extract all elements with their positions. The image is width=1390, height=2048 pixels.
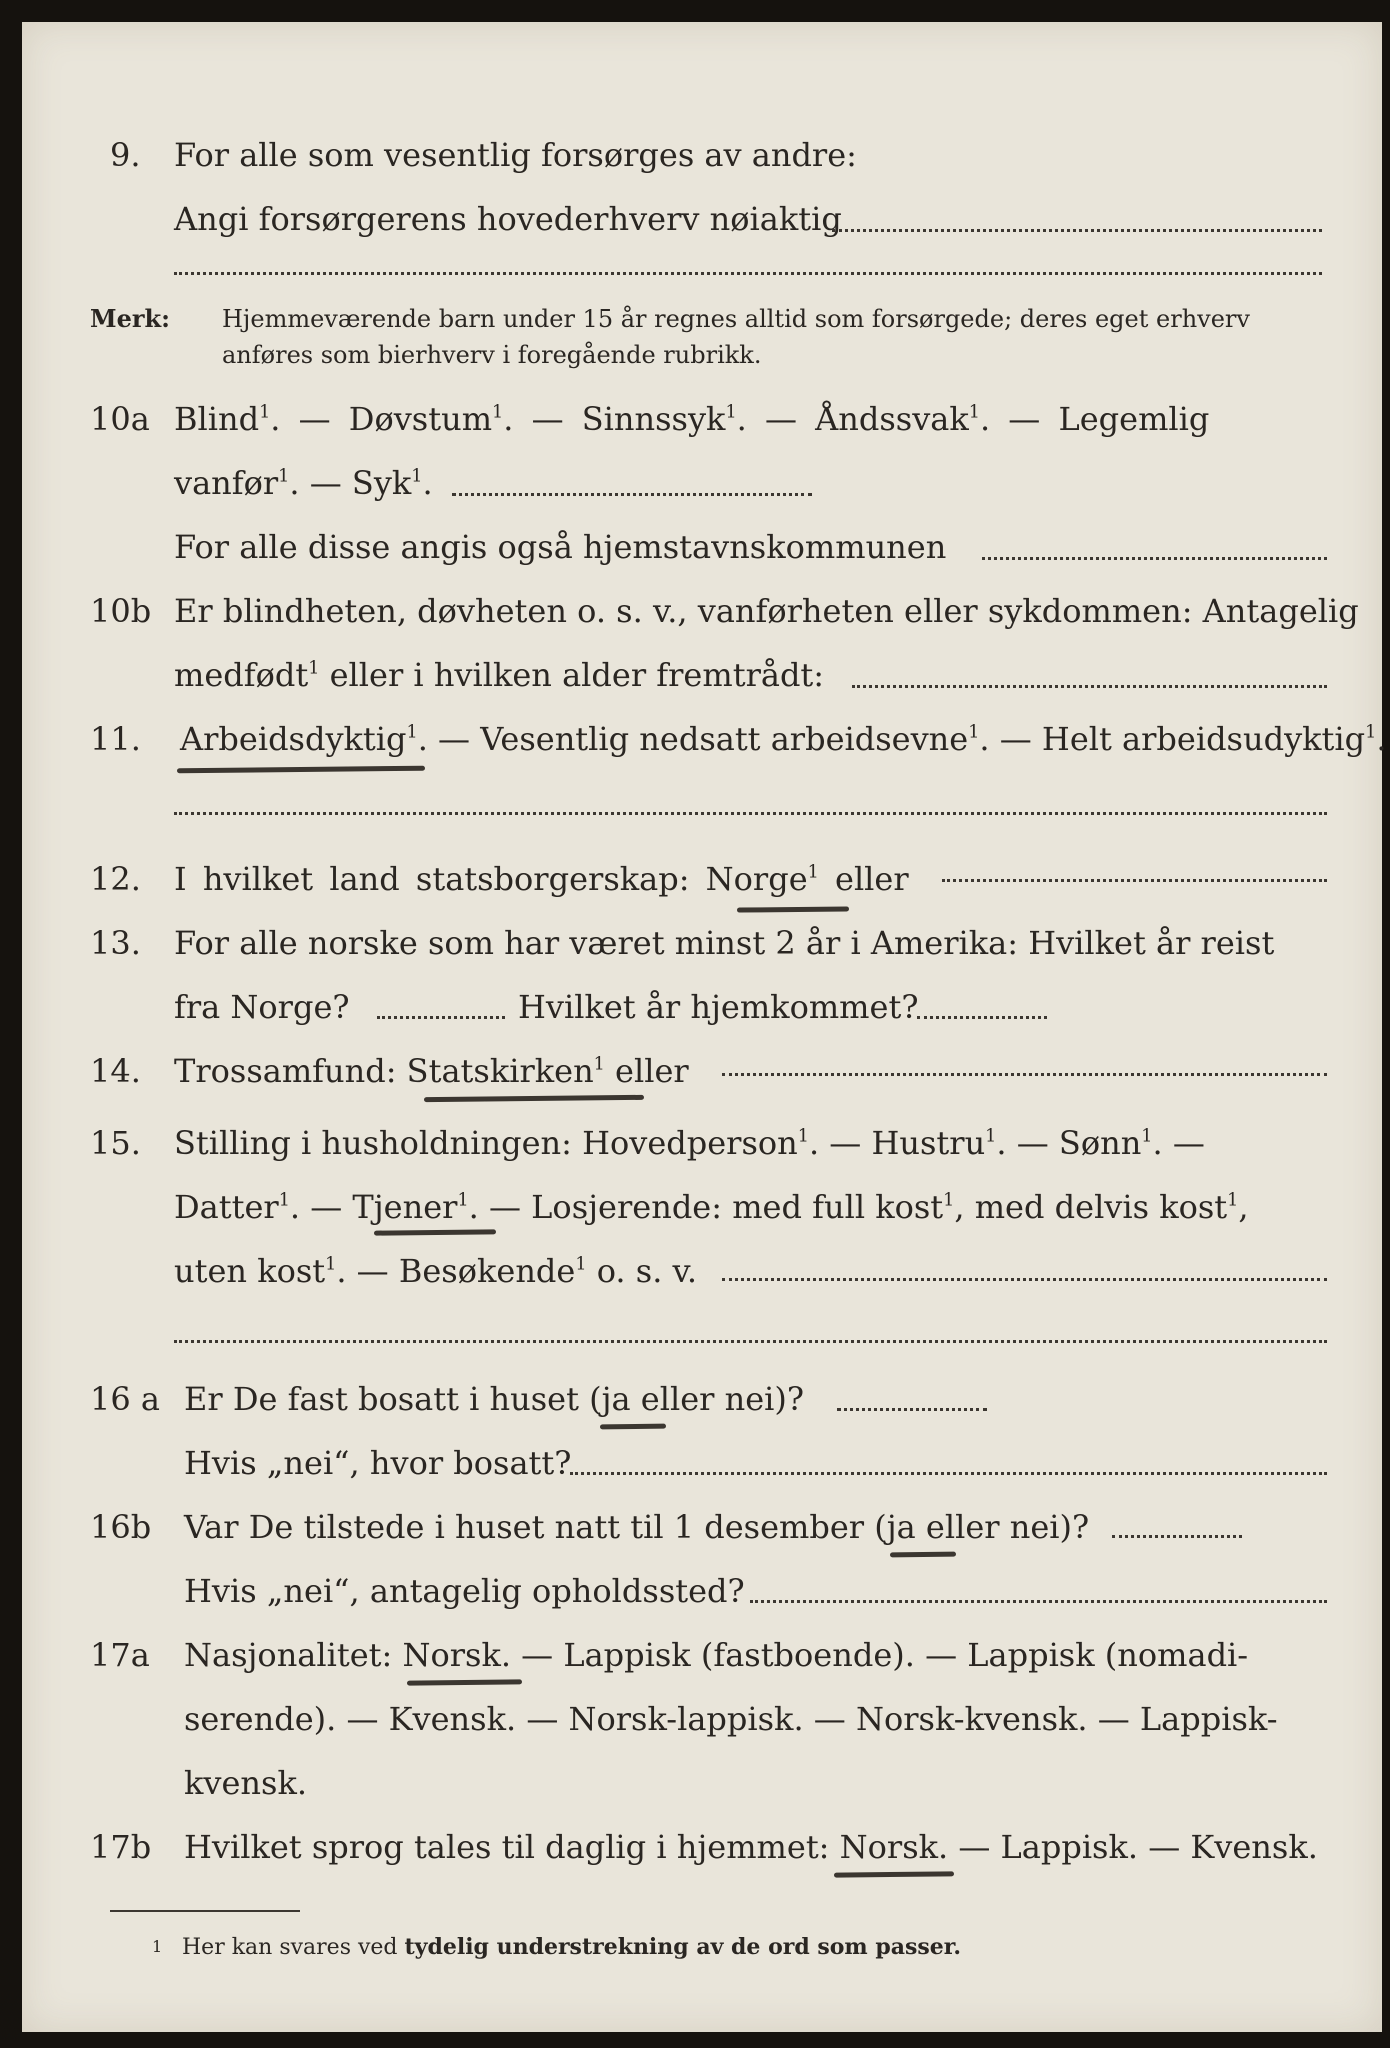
q10a-home-municipality-label: For alle disse angis også hjemstavnskommunen <box>174 528 947 566</box>
q17a-text-3: kvensk. <box>184 1764 307 1802</box>
q15-text-1: Stilling i husholdningen: Hovedperson$^1$. — Hustru$^1$. — Sønn$^1$. — <box>174 1124 1205 1162</box>
q16a-text: Er De fast bosatt i huset (ja eller nei)? <box>184 1380 805 1418</box>
merk-text-2: anføres som bierhverv i foregående rubrikk. <box>222 341 762 369</box>
q16a-line-1 <box>22 1374 1382 1424</box>
merk-label: Merk: <box>90 304 170 333</box>
footnote-mark: 1 <box>152 1937 163 1956</box>
footnote-line <box>22 1922 1382 1972</box>
q12-citizenship-field[interactable] <box>942 879 1327 882</box>
q15-line-2 <box>22 1182 1382 1232</box>
q9-number: 9. <box>110 136 141 174</box>
q13-year-returned-field[interactable] <box>917 1016 1047 1019</box>
q10a-line-2 <box>22 458 1382 508</box>
merk-text-1: Hjemmeværende barn under 15 år regnes alltid som forsørgede; deres eget erhverv <box>222 305 1250 333</box>
q10a-options: Blind$^1$. — Døvstum$^1$. — Sinnssyk$^1$. — Åndssvak$^1$. — Legemlig <box>174 400 1210 438</box>
q17b-text: Hvilket sprog tales til daglig i hjemmet: Norsk. — Lappisk. — Kvensk. <box>184 1828 1318 1866</box>
q11-line-1 <box>22 714 1387 764</box>
q11-answer-field[interactable] <box>174 812 1327 815</box>
q16a-where-field[interactable] <box>570 1472 1327 1475</box>
q16a-number: 16 a <box>90 1380 160 1418</box>
q16b-stay-field[interactable] <box>750 1600 1327 1603</box>
q15-other-field[interactable] <box>722 1278 1327 1281</box>
q10b-age-field[interactable] <box>852 685 1327 688</box>
footnote-text: Her kan svares ved tydelig understrekning av de ord som passer. <box>182 1934 962 1960</box>
q9-line-1 <box>22 130 1382 180</box>
q13-line-1 <box>22 918 1382 968</box>
q10a-line-1 <box>22 394 1382 444</box>
q14-underline-mark <box>424 1095 644 1102</box>
q13-returned-label: Hvilket år hjemkommet? <box>518 988 919 1026</box>
q13-left-label: fra Norge? <box>174 988 350 1026</box>
q16b-line-2 <box>22 1566 1382 1616</box>
footnote-divider <box>110 1910 300 1912</box>
q10a-number: 10a <box>90 400 150 438</box>
q10b-line-1 <box>22 586 1382 636</box>
q10a-sick-field[interactable] <box>452 493 812 496</box>
q17a-line-3 <box>22 1758 1382 1808</box>
q17a-line-1 <box>22 1630 1382 1680</box>
q17a-line-2 <box>22 1694 1382 1744</box>
q13-text: For alle norske som har været minst 2 år i Amerika: Hvilket år reist <box>174 924 1275 962</box>
q15-text-3: uten kost$^1$. — Besøkende$^1$ o. s. v. <box>174 1252 697 1290</box>
q10b-text: Er blindheten, døvheten o. s. v., vanførheten eller sykdommen: Antagelig <box>174 592 1359 630</box>
q15-number: 15. <box>90 1124 141 1162</box>
q16a-resident-field[interactable] <box>837 1408 987 1411</box>
q16b-line-1 <box>22 1502 1382 1552</box>
q15-line-3 <box>22 1246 1382 1296</box>
q9-text: For alle som vesentlig forsørges av andre: <box>174 136 857 174</box>
q12-underline-mark <box>737 906 849 912</box>
q10b-line-2 <box>22 650 1382 700</box>
q10b-text-2: medfødt$^1$ eller i hvilken alder fremtrådt: <box>174 656 825 694</box>
q17b-underline-mark <box>834 1871 954 1877</box>
q15-underline-mark <box>374 1229 496 1235</box>
q10a-line-3 <box>22 522 1382 572</box>
q15-text-2: Datter$^1$. — Tjener$^1$. — Losjerende: med full kost$^1$, med delvis kost$^1$, <box>174 1188 1249 1226</box>
merk-line-2 <box>22 330 1382 380</box>
q15-line-1 <box>22 1118 1382 1168</box>
q10a-municipality-field[interactable] <box>982 557 1327 560</box>
q16a-where-label: Hvis „nei“, hvor bosatt? <box>184 1444 572 1482</box>
q15-answer-field-2[interactable] <box>174 1340 1327 1343</box>
q12-text: I hvilket land statsborgerskap: Norge$^1$ eller <box>174 860 909 898</box>
q13-number: 13. <box>90 924 141 962</box>
q13-line-2 <box>22 982 1382 1032</box>
q17a-number: 17a <box>90 1636 150 1674</box>
q17a-text-2: serende). — Kvensk. — Norsk-lappisk. — Norsk-kvensk. — Lappisk- <box>184 1700 1278 1738</box>
q16b-number: 16b <box>90 1508 152 1546</box>
q17b-line-1 <box>22 1822 1382 1872</box>
q12-number: 12. <box>90 860 141 898</box>
q14-text: Trossamfund: Statskirken$^1$ eller <box>174 1052 689 1090</box>
q11-underline-mark <box>177 766 425 774</box>
q10b-number: 10b <box>90 592 152 630</box>
q11-options: Arbeidsdyktig$^1$. — Vesentlig nedsatt arbeidsevne$^1$. — Helt arbeidsudyktig$^1$. <box>180 720 1387 758</box>
q16b-present-field[interactable] <box>1112 1535 1242 1538</box>
q9-line-2 <box>22 194 1382 244</box>
q9-answer-field[interactable] <box>832 229 1322 232</box>
q16b-text: Var De tilstede i huset natt til 1 desember (ja eller nei)? <box>184 1508 1090 1546</box>
q14-number: 14. <box>90 1052 141 1090</box>
q14-line-1 <box>22 1046 1382 1096</box>
q14-denomination-field[interactable] <box>722 1073 1327 1076</box>
q16a-underline-mark <box>600 1424 666 1430</box>
q9-provider-label: Angi forsørgerens hovederhverv nøiaktig <box>174 200 842 238</box>
q17a-text: Nasjonalitet: Norsk. — Lappisk (fastboende). — Lappisk (nomadi- <box>184 1636 1249 1674</box>
census-form-page <box>22 22 1387 2032</box>
q16a-line-2 <box>22 1438 1382 1488</box>
q17b-number: 17b <box>90 1828 152 1866</box>
q16b-stay-label: Hvis „nei“, antagelig opholdssted? <box>184 1572 745 1610</box>
q17a-underline-mark <box>407 1679 522 1685</box>
q13-year-left-field[interactable] <box>377 1016 505 1019</box>
q10a-options-2: vanfør$^1$. — Syk$^1$. <box>174 464 433 502</box>
q9-answer-field-2[interactable] <box>174 272 1322 275</box>
q16b-underline-mark <box>890 1552 956 1558</box>
q11-number: 11. <box>90 720 141 758</box>
